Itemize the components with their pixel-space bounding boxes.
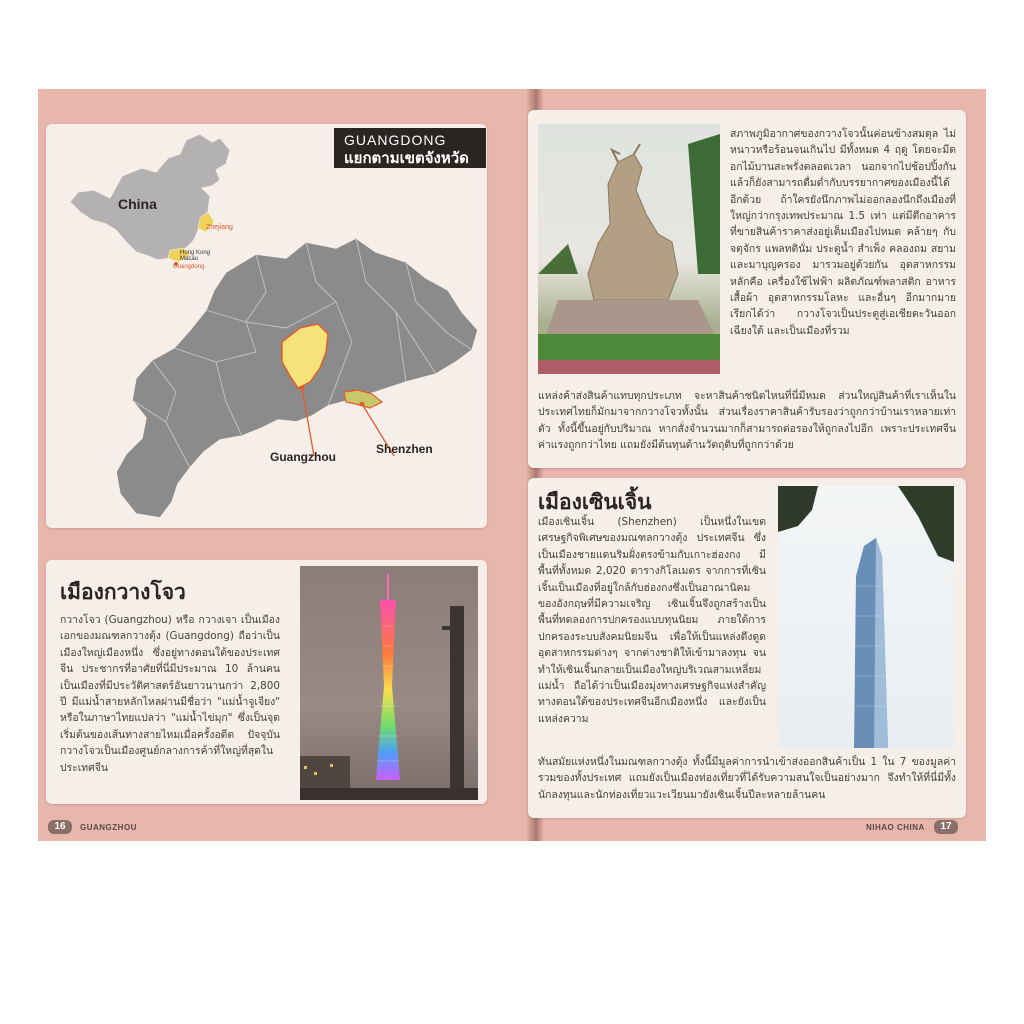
map-card	[46, 124, 487, 528]
hong-kong-label: Hong Kong	[180, 250, 211, 256]
shenzhen-body-bottom: ทันสมัยแห่งหนึ่งในมณฑลกวางตุ้ง ทั้งนี้มีมูลค่าการนำเข้าส่งออกสินค้าเป็น 1 ใน 7 ของมูลค่ารวมของทั้งประเทศ แถมยังเป็นเมืองท่องเที่ยวที่ได้รับความสนใจเป็นอย่างมาก จึงทำให้ที่นี่มีทั้งนักลงทุนและนักท่องเที่ยวแวะเวียนมายังเซินเจิ้นปีละหลายล้านคน	[538, 756, 956, 801]
guangzhou-card	[46, 560, 487, 804]
banner-thai: แยกตามเขตจังหวัด	[344, 149, 469, 167]
left-footer-label: GUANGZHOU	[80, 823, 137, 832]
guangzhou-heading: เมืองกวางโจว	[60, 580, 186, 604]
shenzhen-body-top: เมืองเซินเจิ้น (Shenzhen) เป็นหนึ่งในเขตเศรษฐกิจพิเศษของมณฑลกวางตุ้ง ประเทศจีน ซึ่งเป็นเมืองชายแดนริมฝั่งตรงข้ามกับเกาะฮ่องกง มีพื้นที่ทั้งหมด 2,020 ตารางกิโลเมตร จากการที่เซินเจิ้นเป็นเมืองที่อยู่ใกล้กับฮ่องกงซึ่งเป็นอาณานิคมของอังกฤษที่มีความเจริญ เซินเจิ้นจึงถูกสร้างเป็นพื้นที่ทดลองการปกครองแบบทุนนิยม ภายใต้การปกครองระบบสังคมนิยมจีน เพื่อให้เป็นแหล่งดึงดูดอุตสาหกรรมต่างๆ จากต่างชาติให้เข้ามาลงทุน จนทำให้เซินเจิ้นกลายเป็นเมืองใหญ่บริเวณสามเหลี่ยมแม่น้ำ ถือได้ว่าเป็นเมืองมุ่งทางเศรษฐกิจแห่งสำคัญทางตอนใต้ของประเทศจีนอีกเมืองหนึ่ง และยังเป็นแหล่งความ	[538, 516, 766, 725]
guangdong-province-map	[106, 232, 486, 522]
map-banner	[334, 128, 486, 168]
climate-body-top: สภาพภูมิอากาศของกวางโจวนั้นค่อนข้างสมดุล ไม่หนาวหรือร้อนจนเกินไป มีทั้งหมด 4 ฤดู โดยจะมีดอกไม้บานสะพรั่งตลอดเวลา นอกจากไปช้อปปิ้งกันแล้วก็ยังสามารถดื่มด่ำกับบรรยากาศของเมืองนี้ได้อีกด้วย ถ้าใครยังนึกภาพไม่ออกลองนึกถึงเมืองที่ใหญ่กว่ากรุงเทพประมาณ 1.5 เท่า แต่มีตึกอาคารที่ขายสินค้าราคาส่งอยู่เต็มเมืองไปหมด คล้ายๆ กับจตุจักร แพลทตินั่ม ประตูน้ำ สำเพ็ง คลองถม สยาม และมาบุญครอง มารวมอยู่ด้วยกัน อุตสาหกรรมหลักคือ เครื่องใช้ไฟฟ้า ผลิตภัณฑ์พลาสติก อาหาร เสื้อผ้า อุตสาหกรรมโลหะ และอื่นๆ อีกมากมาย เรียกได้ว่า กวางโจวเป็นประตูสู่เอเชียตะวันออกเฉียงใต้ และเป็นเมืองที่รวม	[730, 128, 956, 337]
five-goats-statue-photo	[538, 124, 720, 374]
climate-body-bottom: แหล่งค้าส่งสินค้าแทบทุกประเภท จะหาสินค้าชนิดไหนที่นี่มีหมด ส่วนใหญ่สินค้าที่เราเห็นในประเทศไทยก็มักมาจากกวางโจวทั้งนั้น ส่วนเรื่องราคาสินค้ารับรองว่าถูกกว่าบ้านเราหลายเท่าตัว ทั้งนี้ขึ้นอยู่กับปริมาณ หากสั่งจำนวนมากก็สามารถต่อรองให้ถูกลงไปอีก เพราะประเทศจีนค่าแรงถูกกว่าไทย แถมยังมีต้นทุนด้านวัตถุดิบที่ถูกกว่าด้วย	[538, 390, 956, 452]
canton-tower-photo	[300, 566, 478, 800]
guangzhou-body: กวางโจว (Guangzhou) หรือ กวางเจา เป็นเมืองเอกของมณฑลกวางตุ้ง (Guangdong) ถือว่าเป็นเมืองใหญ่เมืองหนึ่ง ซึ่งอยู่ทางตอนใต้ของประเทศจีน ประชากรที่อาศัยที่นี่มีประมาณ 10 ล้านคน เป็นเมืองที่มีประวัติศาสตร์อันยาวนานกว่า 2,800 ปี มีแม่น้ำสายหลักไหลผ่านมีชื่อว่า "แม่น้ำจูเจียง" หรือในภาษาไทยแปลว่า "แม่น้ำไข่มุก" ซึ่งเป็นจุดเริ่มต้นของเส้นทางสายไหมเมื่อครั้งอดีต ปัจจุบันกวางโจวเป็นเมืองศูนย์กลางการค้าที่ใหญ่ที่สุดในประเทศจีน	[60, 614, 280, 774]
right-page-number: 17	[934, 820, 958, 834]
zhejiang-label: Zhejiang	[206, 224, 233, 231]
left-page-number: 16	[48, 820, 72, 834]
banner-english: GUANGDONG	[344, 132, 447, 148]
shenzhen-heading: เมืองเซินเจิ้น	[538, 490, 652, 514]
guangzhou-label: Guangzhou	[270, 450, 336, 464]
shenzhen-label: Shenzhen	[376, 442, 433, 456]
shenzhen-tower-photo	[778, 486, 954, 748]
china-label: China	[118, 196, 157, 212]
macau-label: Macau	[180, 256, 199, 262]
climate-card	[528, 110, 966, 468]
guangdong-small-label: Guangdong	[173, 264, 205, 270]
right-footer-label: NIHAO CHINA	[866, 823, 925, 832]
shenzhen-card	[528, 478, 966, 818]
